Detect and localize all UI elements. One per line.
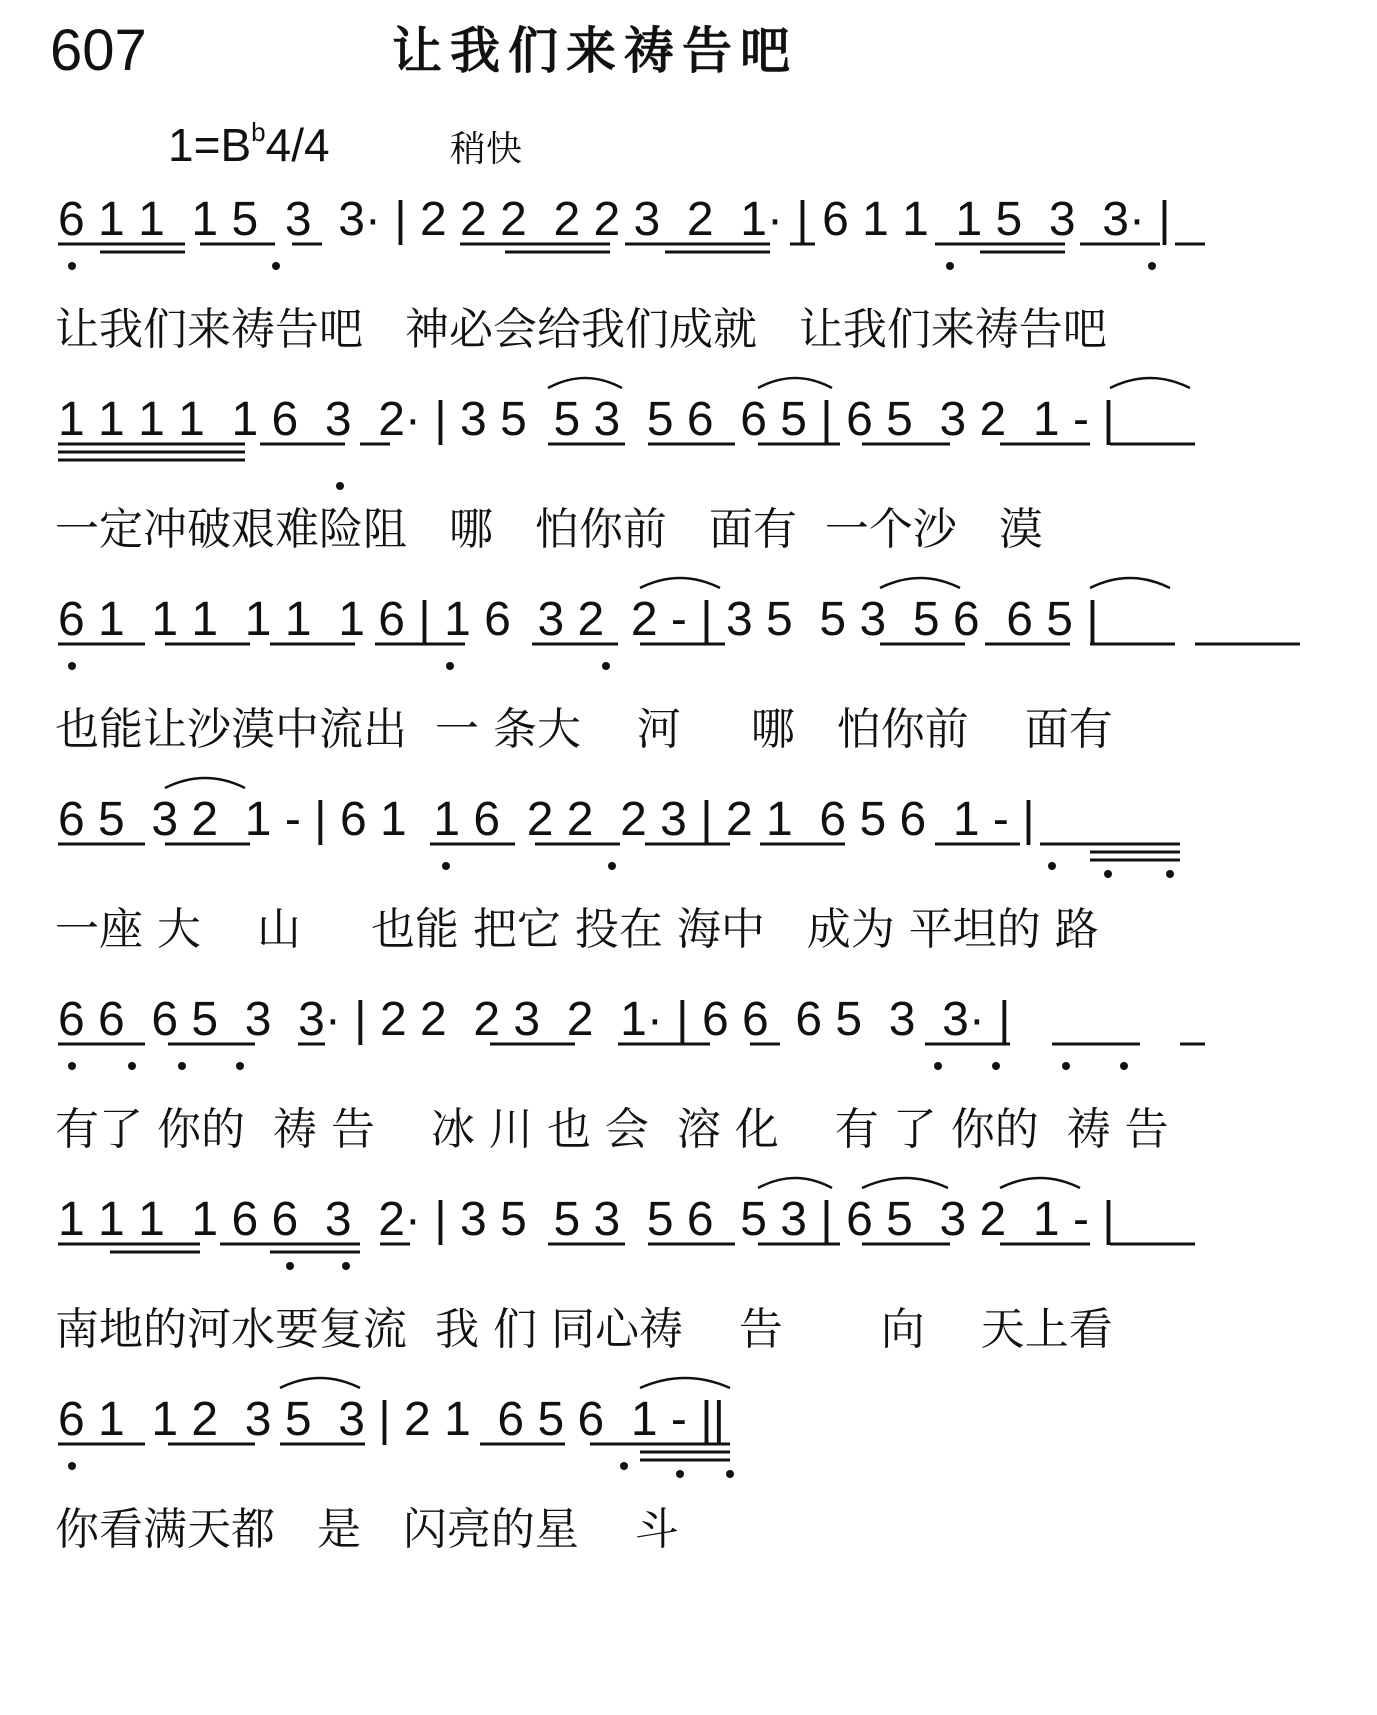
lyrics-line-1: 让我们来祷告吧 神必会给我们成就 让我们来祷告吧 (55, 304, 1107, 355)
lyrics-line-3: 也能让沙漠中流出 一 条大 河 哪 怕你前 面有 (55, 704, 1113, 755)
lyrics-line-5: 有了 你的 祷 告 冰 川 也 会 溶 化 有 了 你的 祷 告 (55, 1104, 1169, 1155)
tempo-marking: 稍快 (450, 129, 523, 170)
key-prefix: 1=B (168, 119, 252, 171)
notes-line-3: 6 1 1 1 1 1 1 6 | 1 6 3 2 2 - | 3 5 5 3 5 6 6 5 | (58, 593, 1099, 646)
notes-line-4: 6 5 3 2 1 - | 6 1 1 6 2 2 2 3 | 2 1 6 5 6 1 - | (58, 793, 1035, 846)
lyrics-line-7: 你看满天都 是 闪亮的星 斗 (55, 1504, 679, 1555)
hymn-title: 让我们来祷告吧 (392, 21, 798, 80)
notes-line-7: 6 1 1 2 3 5 3 | 2 1 6 5 6 1 - || (58, 1393, 726, 1446)
notes-line-5: 6 6 6 5 3 3· | 2 2 2 3 2 1· | 6 6 6 5 3 3· | (58, 993, 1011, 1046)
notes-line-1: 6 1 1 1 5 3 3· | 2 2 2 2 2 3 2 1· | 6 1 1 1 5 3 3· | (58, 193, 1171, 246)
key-flat: b (251, 116, 266, 147)
lyrics-line-6: 南地的河水要复流 我 们 同心祷 告 向 天上看 (55, 1304, 1113, 1355)
hymn-number: 607 (50, 18, 147, 83)
key-signature (168, 116, 330, 171)
notes-line-6: 1 1 1 1 6 6 3 2· | 3 5 5 3 5 6 5 3 | 6 5 3 2 1 - | (58, 1193, 1115, 1246)
lyrics-line-2: 一定冲破艰难险阻 哪 怕你前 面有 一个沙 漠 (55, 504, 1043, 555)
time-signature: 4/4 (265, 119, 330, 171)
lyrics-line-4: 一座 大 山 也能 把它 投在 海中 成为 平坦的 路 (55, 904, 1099, 955)
notes-line-2: 1 1 1 1 1 6 3 2· | 3 5 5 3 5 6 6 5 | 6 5 3 2 1 - | (58, 393, 1115, 446)
